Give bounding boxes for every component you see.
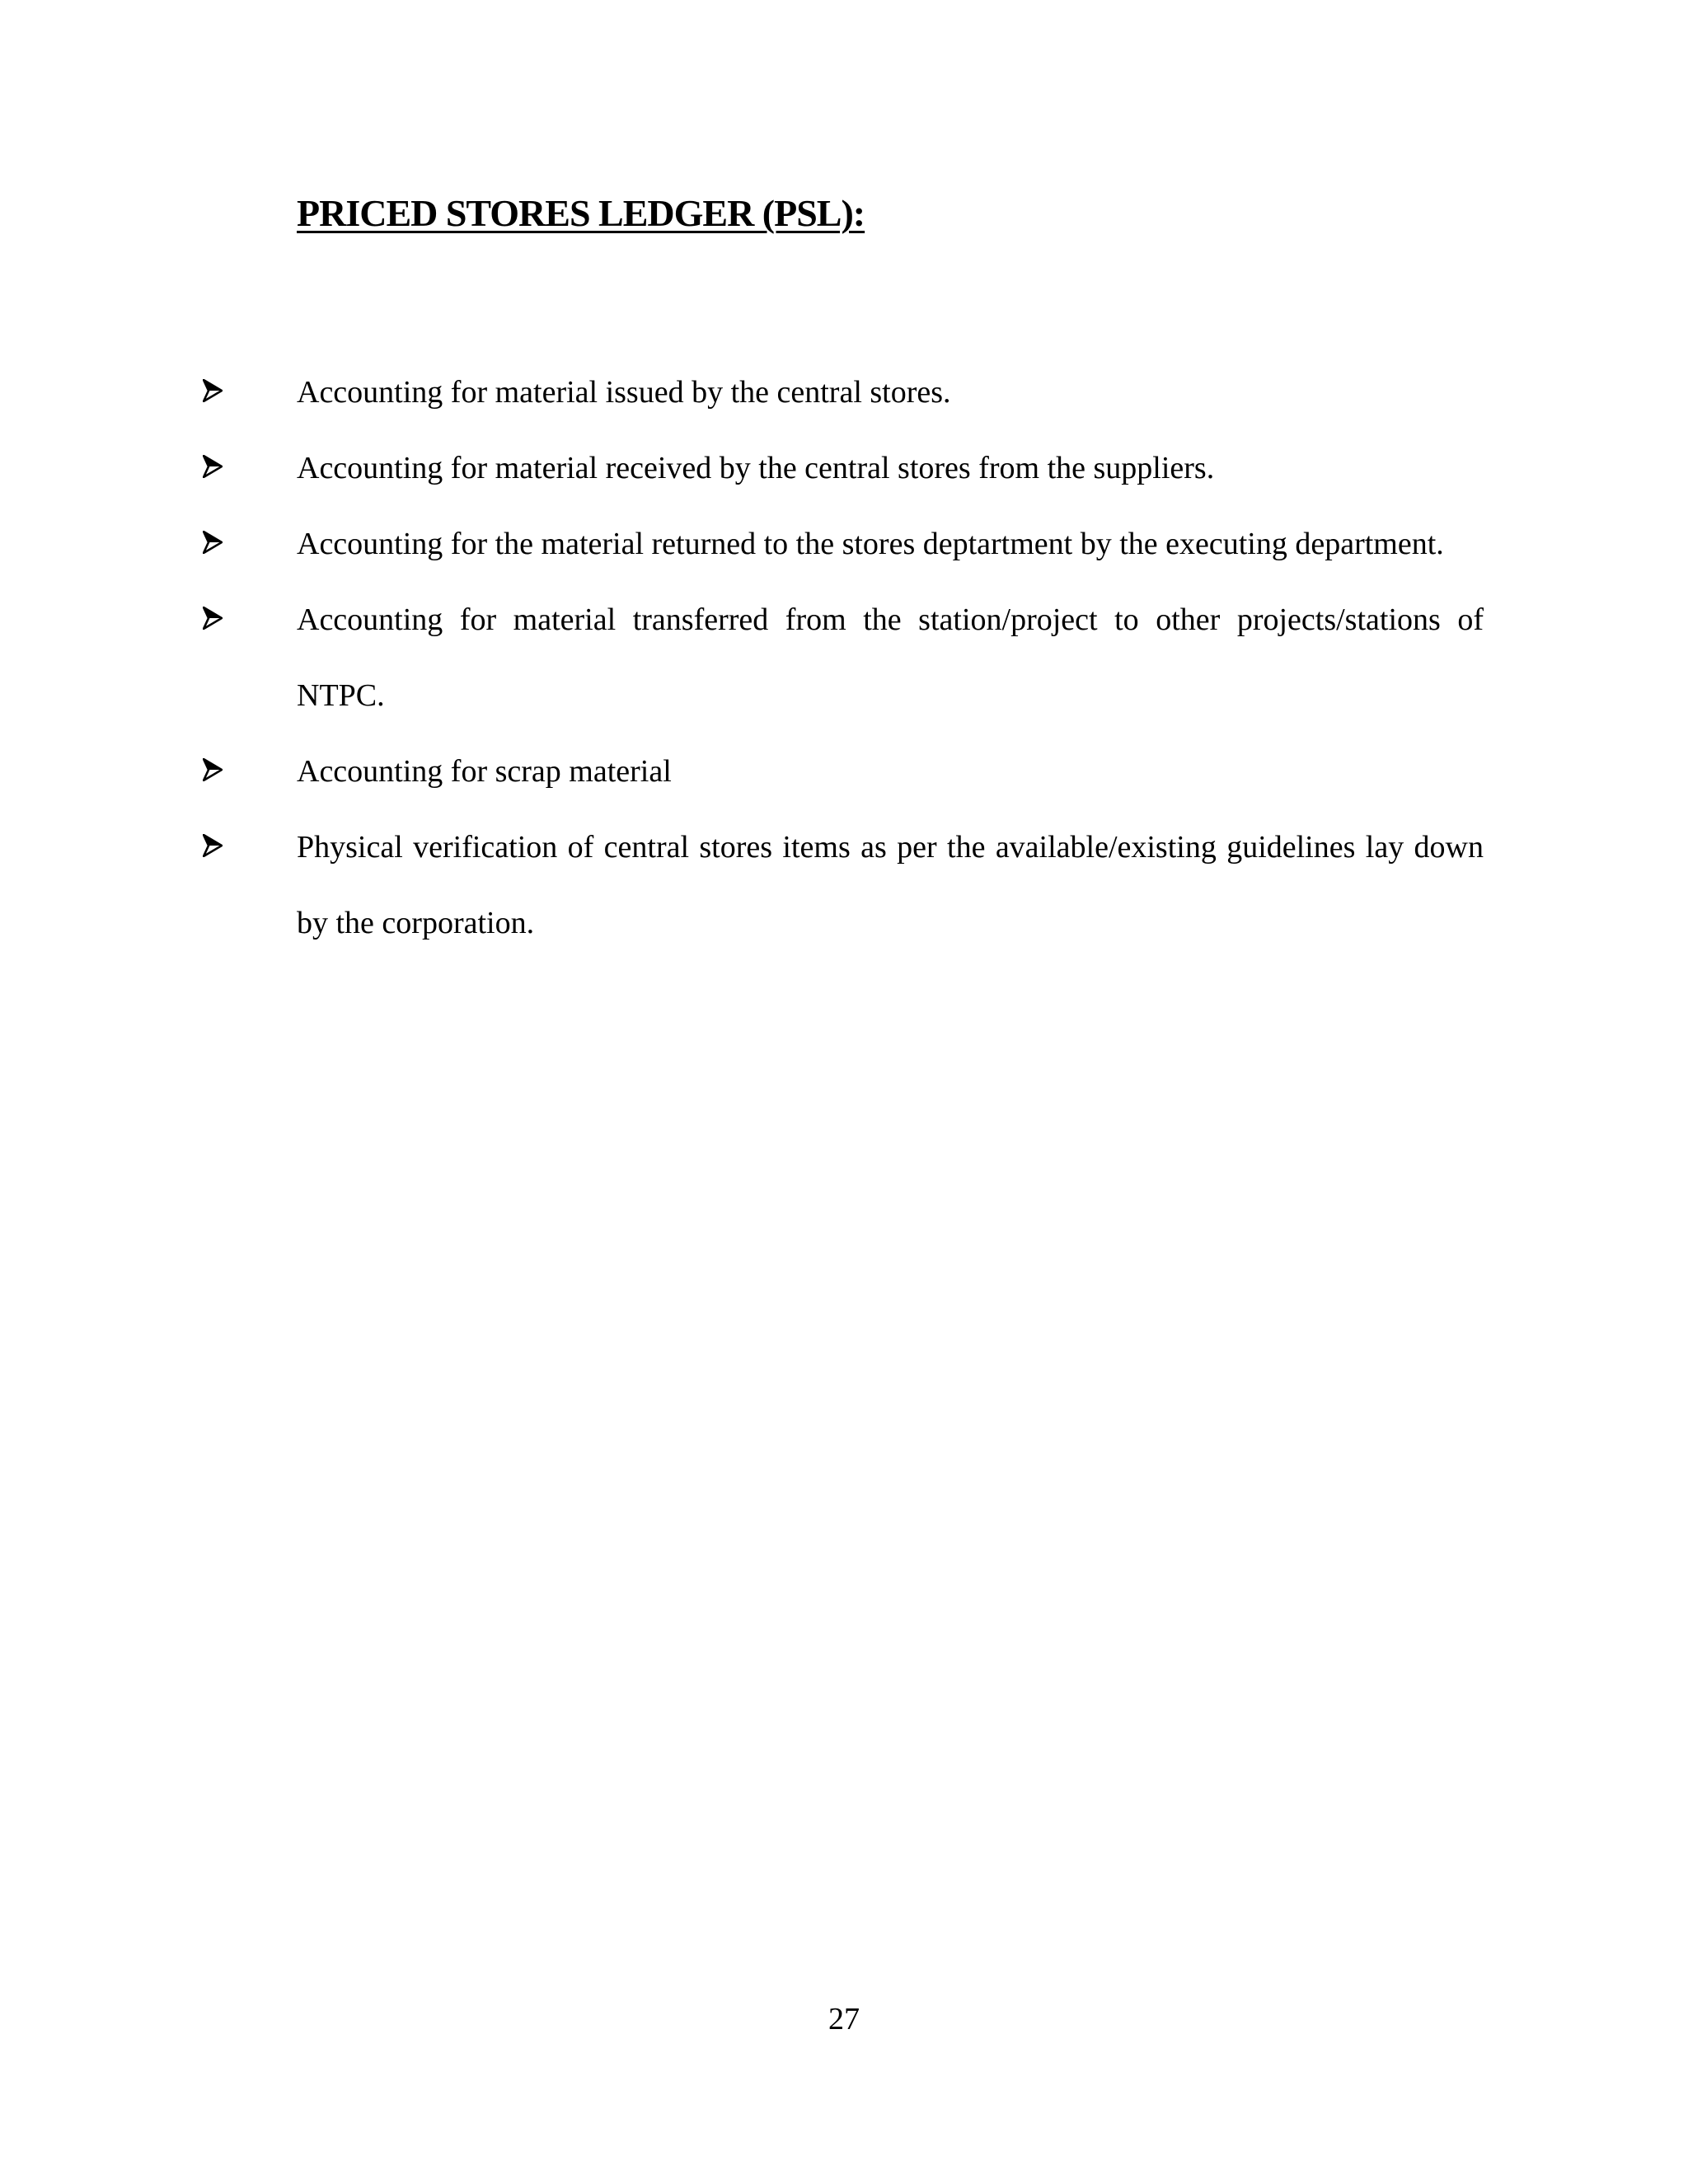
arrowhead-bullet-icon	[198, 430, 227, 506]
arrowhead-bullet-icon	[198, 733, 227, 809]
list-item	[0, 733, 1688, 809]
list-item	[0, 582, 1688, 733]
list-item-text: Accounting for material received by the central stores from the suppliers.	[297, 451, 1215, 485]
list-item	[0, 354, 1688, 430]
list-item	[0, 430, 1688, 506]
list-item	[0, 506, 1688, 582]
list-item-text: Accounting for scrap material	[297, 754, 672, 789]
list-item-text: Accounting for material issued by the central stores.	[297, 375, 951, 410]
page-title: PRICED STORES LEDGER (PSL):	[297, 192, 865, 234]
list-item-text: Accounting for material transferred from the station/project to other projects/stations of NTPC.	[297, 602, 1484, 713]
bullet-list	[0, 354, 1688, 961]
list-item-text: Accounting for the material returned to the stores deptartment by the executing department.	[297, 527, 1444, 561]
arrowhead-bullet-icon	[198, 809, 227, 885]
arrowhead-bullet-icon	[198, 582, 227, 658]
list-item-text: Physical verification of central stores items as per the available/existing guidelines lay down by the corporation.	[297, 830, 1484, 940]
arrowhead-bullet-icon	[198, 506, 227, 582]
list-item	[0, 809, 1688, 961]
page-number: 27	[828, 2002, 860, 2036]
arrowhead-bullet-icon	[198, 354, 227, 430]
